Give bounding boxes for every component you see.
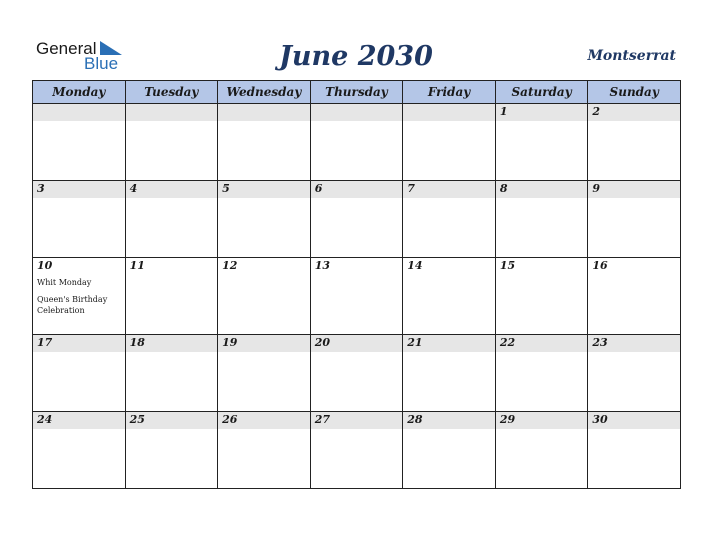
logo-text-blue: Blue — [84, 54, 119, 73]
holiday-whit-monday: Whit Monday — [37, 278, 92, 287]
weekday-thursday: Thursday — [310, 81, 403, 104]
day-number: 28 — [407, 413, 423, 426]
day-cell — [125, 412, 218, 489]
day-cell — [403, 258, 496, 335]
day-number: 7 — [407, 182, 415, 195]
day-number: 10 — [37, 259, 53, 272]
country-name: Montserrat — [587, 48, 676, 64]
day-number: 2 — [592, 105, 601, 118]
day-cell — [33, 412, 126, 489]
day-number: 11 — [129, 259, 145, 272]
day-number: 23 — [592, 336, 608, 349]
weekday-tuesday: Tuesday — [125, 81, 218, 104]
day-number: 25 — [129, 413, 145, 426]
day-number: 14 — [407, 259, 423, 272]
day-cell — [588, 104, 681, 181]
day-cell — [33, 181, 126, 258]
day-number: 4 — [129, 182, 138, 195]
day-number: 13 — [314, 259, 330, 272]
day-number: 29 — [499, 413, 516, 426]
day-cell — [403, 104, 496, 181]
weekday-header-row — [33, 81, 681, 104]
day-cell — [495, 412, 588, 489]
day-cell — [310, 258, 403, 335]
day-cell — [33, 104, 126, 181]
day-number: 26 — [222, 413, 238, 426]
day-number: 16 — [592, 259, 608, 272]
day-number: 1 — [499, 105, 508, 118]
day-cell — [218, 104, 311, 181]
day-cell — [310, 335, 403, 412]
day-cell — [588, 412, 681, 489]
day-cell — [218, 181, 311, 258]
day-cell — [33, 335, 126, 412]
day-cell — [403, 181, 496, 258]
day-cell — [495, 335, 588, 412]
day-number: 20 — [314, 336, 330, 349]
day-cell — [125, 181, 218, 258]
day-number: 6 — [314, 182, 323, 195]
day-cell — [218, 335, 311, 412]
day-number: 21 — [407, 336, 423, 349]
day-cell — [495, 258, 588, 335]
day-cell — [310, 104, 403, 181]
week-row-3 — [33, 258, 681, 335]
day-cell — [495, 181, 588, 258]
weekday-sunday: Sunday — [588, 81, 681, 104]
weekday-wednesday: Wednesday — [218, 81, 311, 104]
holiday-queens-birthday: Queen's Birthday Celebration — [37, 295, 108, 315]
day-number: 9 — [592, 182, 601, 195]
day-cell — [33, 258, 126, 335]
day-cell — [125, 335, 218, 412]
week-row-2 — [33, 181, 681, 258]
day-number: 18 — [129, 336, 145, 349]
day-number: 12 — [222, 259, 238, 272]
day-number: 3 — [37, 182, 45, 195]
day-number: 17 — [37, 336, 53, 349]
week-row-1 — [33, 104, 681, 181]
day-cell — [310, 412, 403, 489]
weekday-friday: Friday — [403, 81, 496, 104]
day-cell — [125, 258, 218, 335]
day-number: 19 — [222, 336, 238, 349]
day-number: 8 — [499, 182, 508, 195]
day-cell — [403, 412, 496, 489]
day-cell — [588, 335, 681, 412]
day-cell — [495, 104, 588, 181]
day-cell — [125, 104, 218, 181]
day-cell — [403, 335, 496, 412]
day-number: 15 — [499, 259, 516, 272]
day-number: 30 — [592, 413, 608, 426]
week-row-4 — [33, 335, 681, 412]
weekday-saturday: Saturday — [495, 81, 588, 104]
day-cell — [218, 412, 311, 489]
day-number: 27 — [314, 413, 330, 426]
calendar-title: June 2030 — [279, 41, 433, 72]
day-cell — [588, 258, 681, 335]
day-cell — [588, 181, 681, 258]
day-number: 5 — [222, 182, 230, 195]
calendar-grid — [32, 80, 681, 489]
day-cell — [310, 181, 403, 258]
logo-text-general: General — [36, 39, 97, 58]
day-number: 22 — [499, 336, 516, 349]
day-cell — [218, 258, 311, 335]
weekday-monday: Monday — [33, 81, 126, 104]
day-number: 24 — [37, 413, 53, 426]
week-row-5 — [33, 412, 681, 489]
